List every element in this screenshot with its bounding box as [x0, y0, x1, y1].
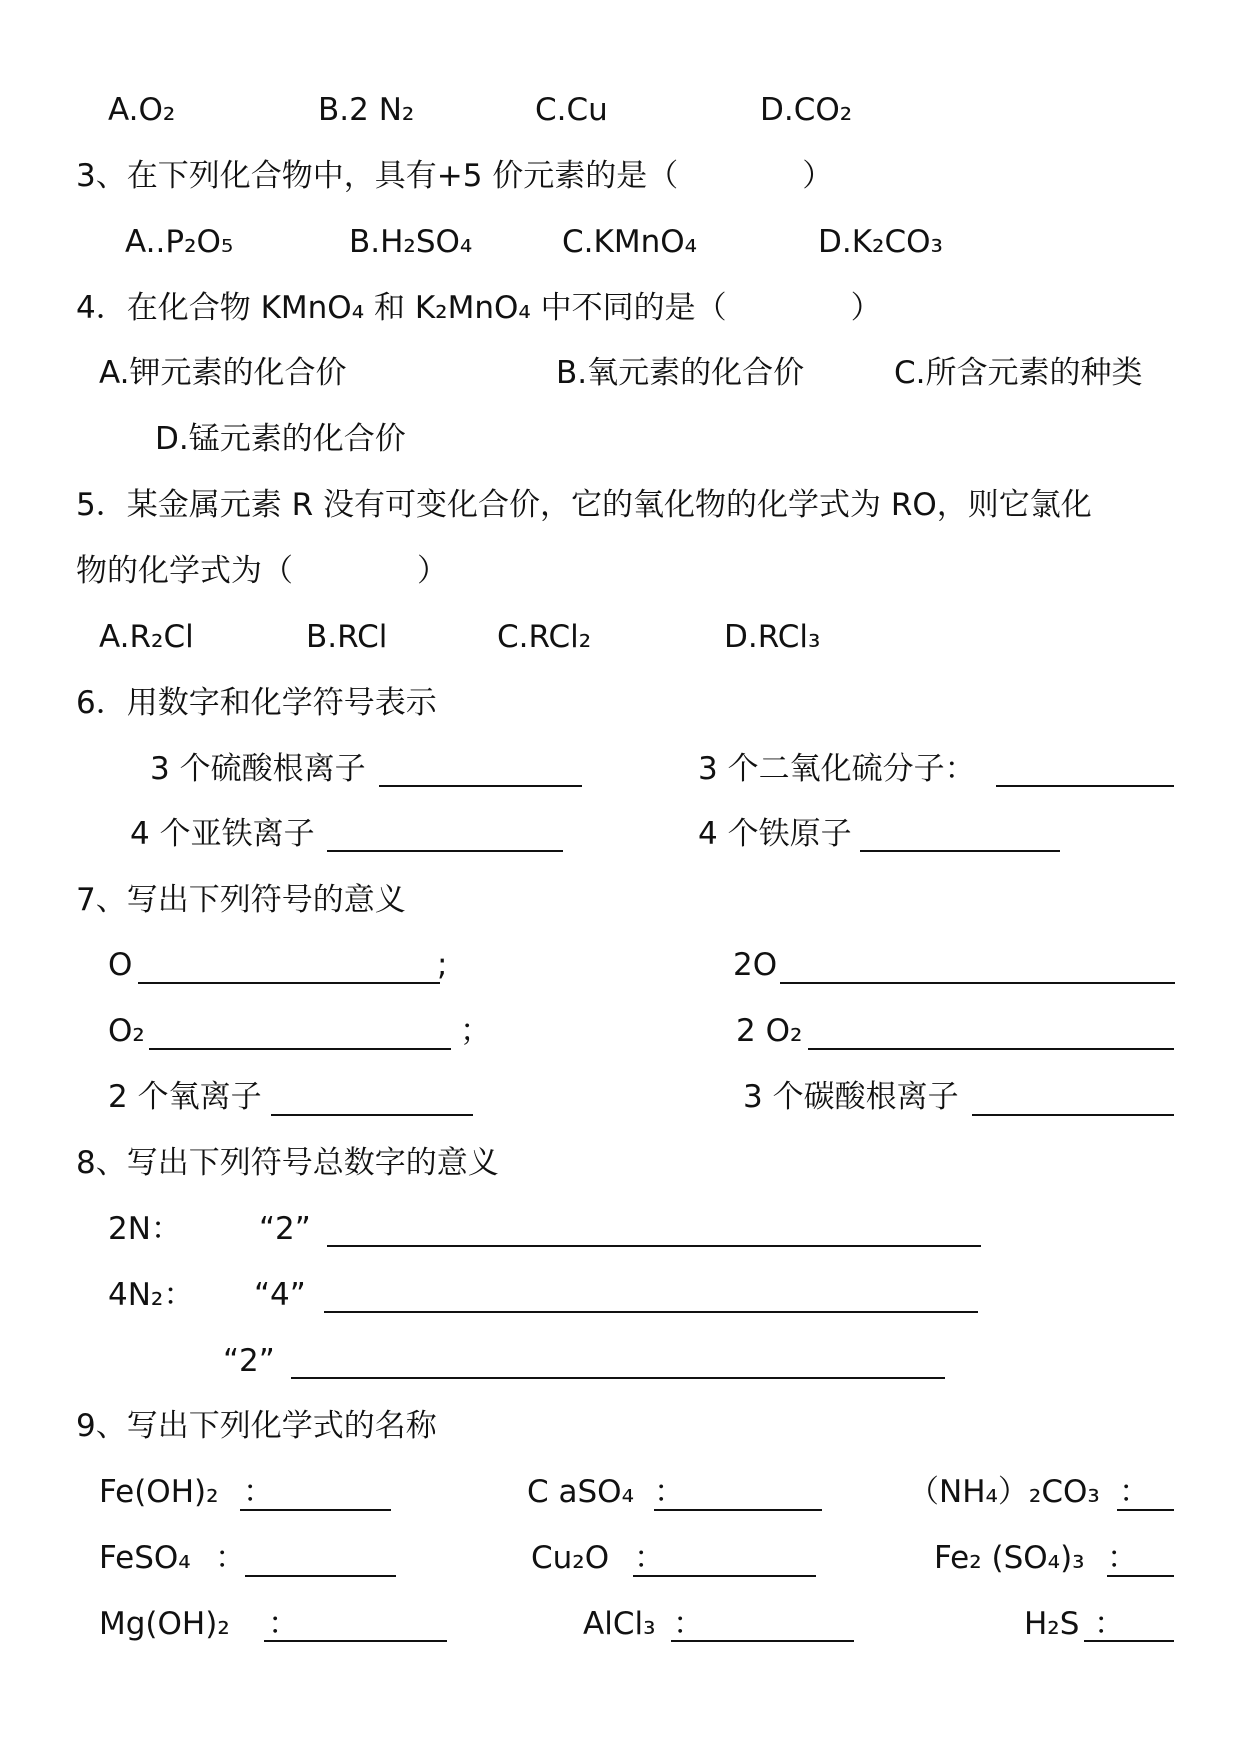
q8-row1-blank[interactable] [327, 1245, 981, 1247]
q9-nh4-2co3-colon: ： [1119, 1474, 1150, 1510]
q6-item-4-blank[interactable] [860, 850, 1060, 852]
q7-item-o-blank[interactable] [138, 982, 440, 984]
q5-option-b: B.RCl [306, 619, 388, 655]
q8-row1-symbol: 2N： [108, 1211, 182, 1247]
q9-nh4-2co3-blank[interactable] [1117, 1509, 1174, 1511]
q9-fe-oh-2-blank[interactable] [240, 1509, 391, 1511]
q7-item-2o-label: 2O [733, 947, 778, 983]
q9-alcl3-blank[interactable] [671, 1640, 854, 1642]
q8-row3-blank[interactable] [291, 1377, 945, 1379]
q9-fe-oh-2-colon: ： [243, 1474, 274, 1510]
q9-cu2o-formula: Cu₂O [531, 1540, 610, 1576]
q2-option-b: B.2 N₂ [318, 92, 415, 128]
q7-item-2o-blank[interactable] [780, 982, 1175, 984]
q9-alcl3-formula: AlCl₃ [583, 1606, 656, 1642]
q8-row3-digit: “2” [223, 1343, 275, 1379]
q6-item-3-label: 4 个亚铁离子 [130, 816, 315, 852]
q5-stem-line-1: 5．某金属元素 R 没有可变化合价，它的氧化物的化学式为 RO，则它氯化 [76, 487, 1092, 523]
q9-stem: 9、写出下列化学式的名称 [76, 1408, 437, 1444]
q6-item-3-blank[interactable] [327, 850, 563, 852]
q9-feso4-formula: FeSO₄ [99, 1540, 191, 1576]
q2-option-c: C.Cu [535, 92, 608, 128]
q4-option-b: B.氧元素的化合价 [556, 355, 805, 391]
q7-item-o-separator: ; [437, 947, 448, 983]
q9-cu2o-blank[interactable] [633, 1575, 816, 1577]
q7-item-carbonate-ions-label: 3 个碳酸根离子 [743, 1079, 959, 1115]
q7-item-o2-separator: ； [460, 1013, 491, 1049]
q9-mg-oh-2-formula: Mg(OH)₂ [99, 1606, 230, 1642]
q2-option-a: A.O₂ [108, 92, 176, 128]
q6-item-4-label: 4 个铁原子 [698, 816, 852, 852]
q9-caso4-colon: ： [654, 1474, 685, 1510]
q3-option-b: B.H₂SO₄ [349, 224, 473, 260]
q4-option-c: C.所含元素的种类 [894, 355, 1143, 391]
q9-alcl3-colon: ： [673, 1606, 704, 1642]
q5-stem-line-2: 物的化学式为（ ） [76, 553, 448, 589]
q7-item-2o2-label: 2 O₂ [736, 1013, 803, 1049]
q6-item-1-blank[interactable] [379, 785, 582, 787]
q2-option-d: D.CO₂ [760, 92, 853, 128]
q9-cu2o-colon: ： [634, 1540, 665, 1576]
q8-row2-digit: “4” [254, 1277, 306, 1313]
q9-feso4-colon: ： [215, 1540, 246, 1576]
q9-h2s-colon: ： [1094, 1606, 1125, 1642]
q7-item-o2-label: O₂ [108, 1013, 145, 1049]
q9-fe2-so4-3-colon: ： [1107, 1540, 1138, 1576]
q3-option-c: C.KMnO₄ [562, 224, 698, 260]
q8-stem: 8、写出下列符号总数字的意义 [76, 1145, 499, 1181]
q7-item-carbonate-ions-blank[interactable] [972, 1114, 1174, 1116]
q6-stem: 6．用数字和化学符号表示 [76, 685, 437, 721]
q5-option-c: C.RCl₂ [497, 619, 592, 655]
q9-fe2-so4-3-formula: Fe₂ (SO₄)₃ [934, 1540, 1085, 1576]
q4-stem: 4．在化合物 KMnO₄ 和 K₂MnO₄ 中不同的是（ ） [76, 290, 882, 326]
q9-h2s-blank[interactable] [1084, 1640, 1174, 1642]
q8-row2-symbol: 4N₂： [108, 1277, 195, 1313]
q3-stem: 3、在下列化合物中，具有+5 价元素的是（ ） [76, 158, 834, 194]
q7-item-oxygen-ions-blank[interactable] [271, 1114, 473, 1116]
q9-fe-oh-2-formula: Fe(OH)₂ [99, 1474, 219, 1510]
q5-option-a: A.R₂Cl [99, 619, 194, 655]
q5-option-d: D.RCl₃ [724, 619, 821, 655]
q7-item-o-label: O [108, 947, 133, 983]
q7-item-oxygen-ions-label: 2 个氧离子 [108, 1079, 262, 1115]
q3-option-d: D.K₂CO₃ [818, 224, 943, 260]
q7-stem: 7、写出下列符号的意义 [76, 882, 406, 918]
q3-option-a: A..P₂O₅ [125, 224, 234, 260]
q9-mg-oh-2-colon: ： [268, 1606, 299, 1642]
q7-item-2o2-blank[interactable] [808, 1048, 1174, 1050]
q8-row2-blank[interactable] [324, 1311, 978, 1313]
q7-item-o2-blank[interactable] [149, 1048, 451, 1050]
q9-caso4-formula: C aSO₄ [527, 1474, 635, 1510]
q6-item-2-label: 3 个二氧化硫分子： [698, 751, 976, 787]
q9-mg-oh-2-blank[interactable] [264, 1640, 447, 1642]
q9-h2s-formula: H₂S [1024, 1606, 1080, 1642]
q9-nh4-2co3-formula: （NH₄）₂CO₃ [908, 1474, 1100, 1510]
q4-option-d: D.锰元素的化合价 [155, 421, 406, 457]
q8-row1-digit: “2” [259, 1211, 311, 1247]
q4-option-a: A.钾元素的化合价 [99, 355, 347, 391]
q6-item-2-blank[interactable] [996, 785, 1174, 787]
q9-feso4-blank[interactable] [245, 1575, 396, 1577]
q6-item-1-label: 3 个硫酸根离子 [150, 751, 366, 787]
q9-fe2-so4-3-blank[interactable] [1107, 1575, 1174, 1577]
q9-caso4-blank[interactable] [654, 1509, 822, 1511]
